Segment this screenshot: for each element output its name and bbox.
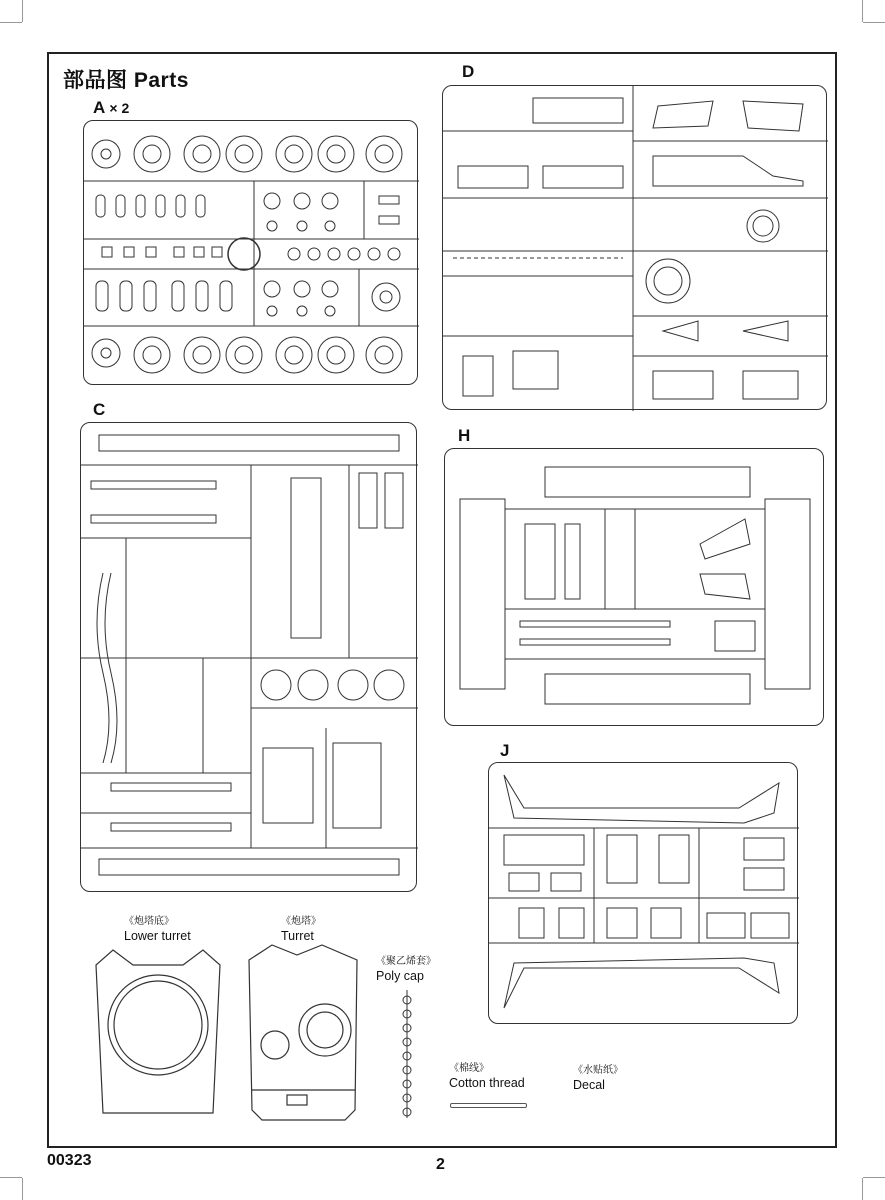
sprue-d-drawing — [443, 86, 828, 411]
sprue-j-frame — [488, 762, 798, 1024]
lower-turret-drawing — [88, 945, 228, 1120]
sprue-c-frame — [80, 422, 417, 892]
poly-cap-drawing — [392, 990, 422, 1120]
crop-mark — [862, 1178, 863, 1200]
crop-mark — [863, 1177, 885, 1178]
turret-drawing — [237, 940, 367, 1125]
sprue-c-drawing — [81, 423, 418, 893]
sprue-c-letter: C — [93, 400, 106, 419]
sprue-j-letter: J — [500, 741, 510, 760]
product-code: 00323 — [47, 1152, 92, 1169]
sprue-h-letter: H — [458, 426, 471, 445]
crop-mark — [862, 0, 863, 22]
crop-mark — [22, 0, 23, 22]
cotton-thread-label: 《棉线》 Cotton thread — [449, 1063, 525, 1090]
crop-mark — [0, 1177, 22, 1178]
sprue-a-qty: × 2 — [109, 100, 130, 116]
lower-turret-label: 《炮塔底》 Lower turret — [124, 916, 191, 943]
page-number: 2 — [436, 1156, 445, 1173]
sprue-d-frame — [442, 85, 827, 410]
crop-mark — [22, 1178, 23, 1200]
sprue-h-frame — [444, 448, 824, 726]
sprue-j-drawing — [489, 763, 799, 1025]
title-chinese: 部品图 — [63, 68, 128, 92]
turret-label: 《炮塔》 Turret — [281, 916, 321, 943]
crop-mark — [863, 22, 885, 23]
sprue-a-frame — [83, 120, 418, 385]
sprue-a-drawing — [84, 121, 419, 386]
sprue-a-letter: A × 2 — [93, 98, 130, 117]
page-title — [63, 64, 189, 94]
sprue-d-letter: D — [462, 62, 475, 81]
cotton-thread-drawing — [450, 1103, 527, 1108]
title-english: Parts — [133, 69, 189, 92]
poly-cap-label: 《聚乙烯套》 Poly cap — [376, 956, 436, 983]
crop-mark — [0, 22, 22, 23]
decal-label: 《水贴纸》 Decal — [573, 1065, 623, 1092]
sprue-h-drawing — [445, 449, 825, 727]
